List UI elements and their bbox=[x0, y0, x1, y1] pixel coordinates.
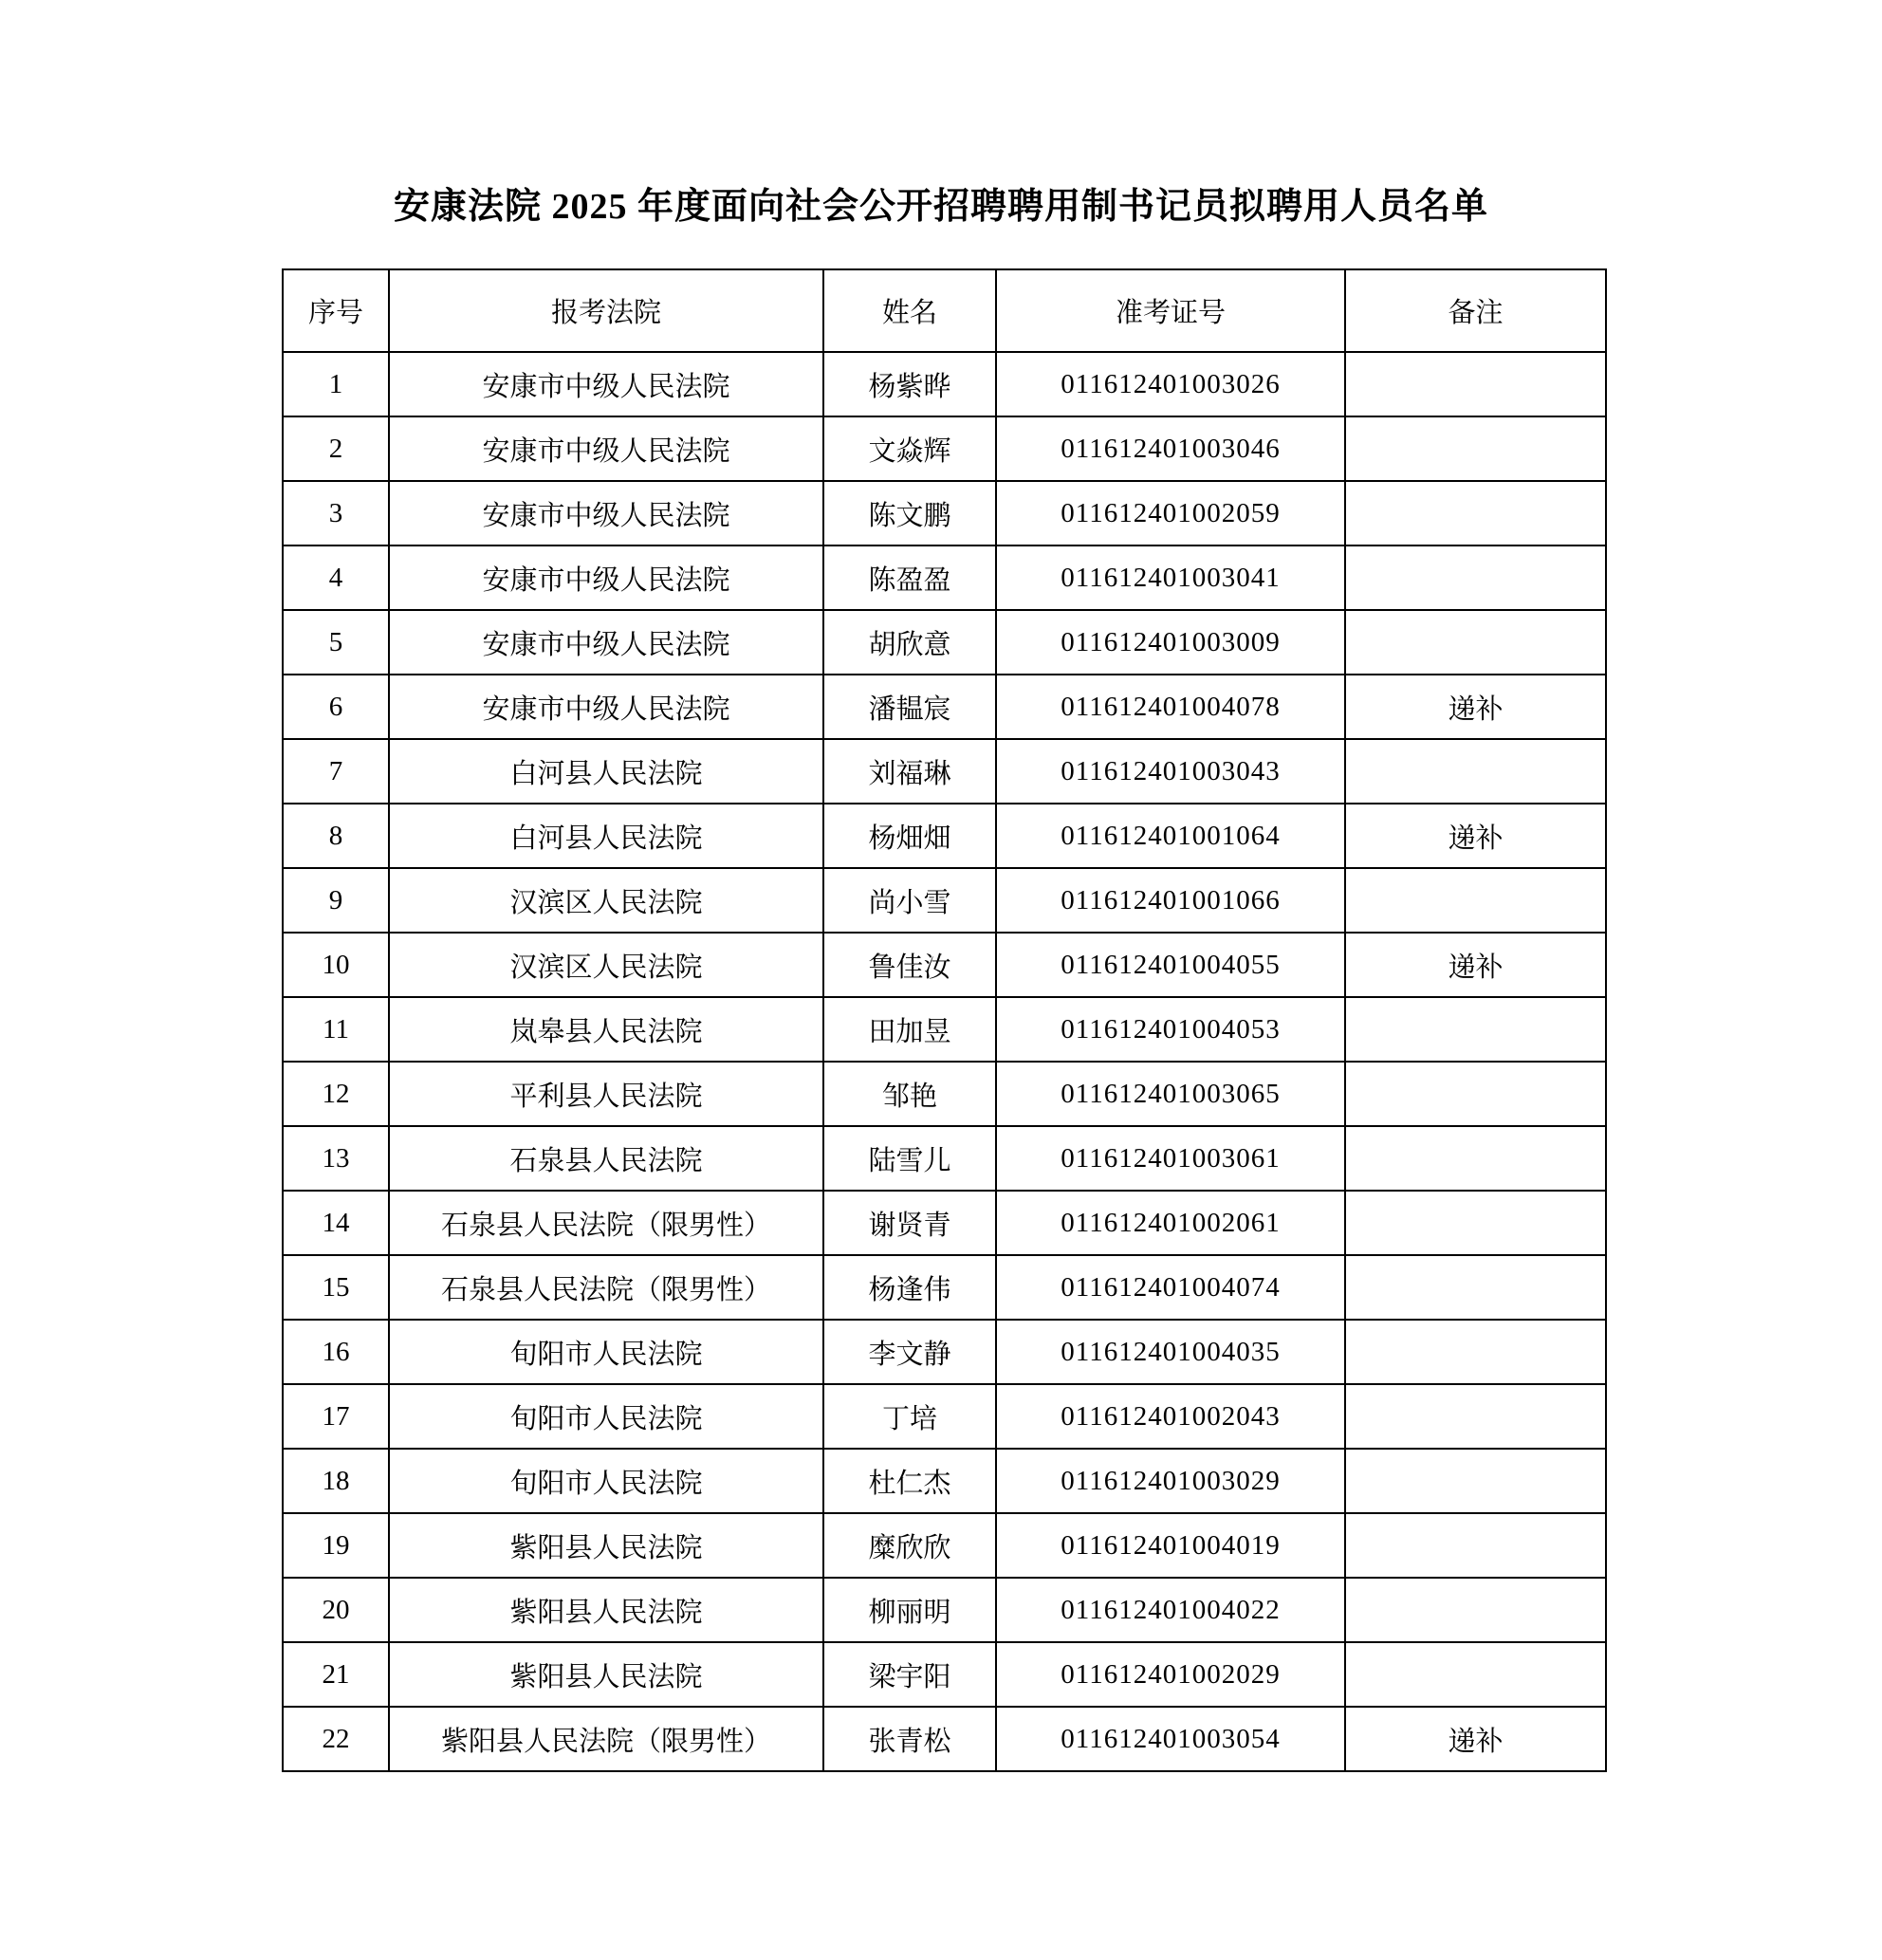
cell-court: 紫阳县人民法院 bbox=[389, 1642, 823, 1707]
cell-seq: 1 bbox=[283, 352, 389, 416]
table-row bbox=[283, 481, 1606, 545]
cell-exam-id: 011612401004022 bbox=[996, 1578, 1345, 1642]
cell-court: 石泉县人民法院（限男性） bbox=[389, 1191, 823, 1255]
cell-seq: 9 bbox=[283, 868, 389, 933]
cell-remark bbox=[1345, 1320, 1606, 1384]
cell-seq: 22 bbox=[283, 1707, 389, 1771]
cell-seq: 17 bbox=[283, 1384, 389, 1449]
cell-remark: 递补 bbox=[1345, 675, 1606, 739]
table-row bbox=[283, 739, 1606, 804]
cell-remark bbox=[1345, 868, 1606, 933]
cell-name: 丁培 bbox=[823, 1384, 996, 1449]
cell-exam-id: 011612401002029 bbox=[996, 1642, 1345, 1707]
cell-name: 陈文鹏 bbox=[823, 481, 996, 545]
cell-remark bbox=[1345, 1126, 1606, 1191]
cell-court: 安康市中级人民法院 bbox=[389, 352, 823, 416]
cell-remark bbox=[1345, 610, 1606, 675]
cell-exam-id: 011612401004055 bbox=[996, 933, 1345, 997]
cell-remark bbox=[1345, 1578, 1606, 1642]
column-header-exam-id: 准考证号 bbox=[996, 269, 1345, 352]
cell-seq: 16 bbox=[283, 1320, 389, 1384]
cell-remark bbox=[1345, 997, 1606, 1062]
cell-exam-id: 011612401003054 bbox=[996, 1707, 1345, 1771]
cell-remark bbox=[1345, 1449, 1606, 1513]
table-row bbox=[283, 1062, 1606, 1126]
column-header-court: 报考法院 bbox=[389, 269, 823, 352]
cell-court: 白河县人民法院 bbox=[389, 739, 823, 804]
cell-remark bbox=[1345, 1384, 1606, 1449]
cell-court: 安康市中级人民法院 bbox=[389, 416, 823, 481]
cell-seq: 11 bbox=[283, 997, 389, 1062]
cell-exam-id: 011612401003026 bbox=[996, 352, 1345, 416]
cell-remark bbox=[1345, 481, 1606, 545]
cell-exam-id: 011612401003043 bbox=[996, 739, 1345, 804]
cell-exam-id: 011612401001064 bbox=[996, 804, 1345, 868]
cell-seq: 18 bbox=[283, 1449, 389, 1513]
table-row bbox=[283, 1642, 1606, 1707]
table-row bbox=[283, 1707, 1606, 1771]
cell-seq: 3 bbox=[283, 481, 389, 545]
cell-exam-id: 011612401003061 bbox=[996, 1126, 1345, 1191]
cell-seq: 5 bbox=[283, 610, 389, 675]
cell-name: 陆雪儿 bbox=[823, 1126, 996, 1191]
cell-remark bbox=[1345, 416, 1606, 481]
cell-remark bbox=[1345, 352, 1606, 416]
cell-court: 紫阳县人民法院 bbox=[389, 1578, 823, 1642]
cell-name: 田加昱 bbox=[823, 997, 996, 1062]
cell-court: 安康市中级人民法院 bbox=[389, 481, 823, 545]
cell-seq: 13 bbox=[283, 1126, 389, 1191]
cell-seq: 6 bbox=[283, 675, 389, 739]
cell-exam-id: 011612401003041 bbox=[996, 545, 1345, 610]
cell-seq: 21 bbox=[283, 1642, 389, 1707]
cell-name: 梁宇阳 bbox=[823, 1642, 996, 1707]
table-row bbox=[283, 1513, 1606, 1578]
table-row bbox=[283, 933, 1606, 997]
cell-remark: 递补 bbox=[1345, 1707, 1606, 1771]
cell-exam-id: 011612401002043 bbox=[996, 1384, 1345, 1449]
cell-seq: 14 bbox=[283, 1191, 389, 1255]
table-row bbox=[283, 1320, 1606, 1384]
cell-remark bbox=[1345, 1513, 1606, 1578]
cell-remark bbox=[1345, 1191, 1606, 1255]
cell-exam-id: 011612401004019 bbox=[996, 1513, 1345, 1578]
cell-remark bbox=[1345, 1255, 1606, 1320]
cell-remark bbox=[1345, 739, 1606, 804]
cell-seq: 19 bbox=[283, 1513, 389, 1578]
column-header-remark: 备注 bbox=[1345, 269, 1606, 352]
table-row bbox=[283, 1191, 1606, 1255]
cell-court: 安康市中级人民法院 bbox=[389, 610, 823, 675]
table-row bbox=[283, 675, 1606, 739]
table-row bbox=[283, 352, 1606, 416]
cell-name: 尚小雪 bbox=[823, 868, 996, 933]
cell-remark bbox=[1345, 545, 1606, 610]
cell-name: 谢贤青 bbox=[823, 1191, 996, 1255]
cell-name: 张青松 bbox=[823, 1707, 996, 1771]
cell-court: 石泉县人民法院 bbox=[389, 1126, 823, 1191]
cell-court: 旬阳市人民法院 bbox=[389, 1449, 823, 1513]
cell-name: 糜欣欣 bbox=[823, 1513, 996, 1578]
cell-seq: 20 bbox=[283, 1578, 389, 1642]
cell-court: 旬阳市人民法院 bbox=[389, 1384, 823, 1449]
cell-court: 安康市中级人民法院 bbox=[389, 675, 823, 739]
cell-exam-id: 011612401004053 bbox=[996, 997, 1345, 1062]
column-header-name: 姓名 bbox=[823, 269, 996, 352]
cell-exam-id: 011612401001066 bbox=[996, 868, 1345, 933]
cell-court: 汉滨区人民法院 bbox=[389, 868, 823, 933]
cell-remark: 递补 bbox=[1345, 804, 1606, 868]
cell-court: 紫阳县人民法院 bbox=[389, 1513, 823, 1578]
cell-name: 潘韫宸 bbox=[823, 675, 996, 739]
table-row bbox=[283, 416, 1606, 481]
cell-court: 旬阳市人民法院 bbox=[389, 1320, 823, 1384]
table-row bbox=[283, 1578, 1606, 1642]
table-row bbox=[283, 804, 1606, 868]
cell-exam-id: 011612401003046 bbox=[996, 416, 1345, 481]
cell-name: 杨紫晔 bbox=[823, 352, 996, 416]
cell-exam-id: 011612401002059 bbox=[996, 481, 1345, 545]
cell-court: 紫阳县人民法院（限男性） bbox=[389, 1707, 823, 1771]
table-row bbox=[283, 1126, 1606, 1191]
cell-seq: 2 bbox=[283, 416, 389, 481]
table-row bbox=[283, 1384, 1606, 1449]
table-row bbox=[283, 610, 1606, 675]
cell-name: 文焱辉 bbox=[823, 416, 996, 481]
cell-name: 鲁佳汝 bbox=[823, 933, 996, 997]
cell-remark bbox=[1345, 1062, 1606, 1126]
cell-seq: 7 bbox=[283, 739, 389, 804]
cell-exam-id: 011612401004035 bbox=[996, 1320, 1345, 1384]
header-row bbox=[283, 269, 1606, 352]
column-header-seq: 序号 bbox=[283, 269, 389, 352]
cell-exam-id: 011612401004078 bbox=[996, 675, 1345, 739]
cell-name: 胡欣意 bbox=[823, 610, 996, 675]
cell-exam-id: 011612401003065 bbox=[996, 1062, 1345, 1126]
document-title: 安康法院 2025 年度面向社会公开招聘聘用制书记员拟聘用人员名单 bbox=[393, 187, 1488, 227]
cell-exam-id: 011612401003029 bbox=[996, 1449, 1345, 1513]
table-row bbox=[283, 545, 1606, 610]
hire-list-table bbox=[282, 268, 1607, 1772]
cell-court: 汉滨区人民法院 bbox=[389, 933, 823, 997]
cell-exam-id: 011612401002061 bbox=[996, 1191, 1345, 1255]
cell-court: 平利县人民法院 bbox=[389, 1062, 823, 1126]
cell-remark bbox=[1345, 1642, 1606, 1707]
table-row bbox=[283, 997, 1606, 1062]
cell-name: 杜仁杰 bbox=[823, 1449, 996, 1513]
cell-seq: 8 bbox=[283, 804, 389, 868]
cell-court: 白河县人民法院 bbox=[389, 804, 823, 868]
table-row bbox=[283, 1255, 1606, 1320]
cell-name: 杨畑畑 bbox=[823, 804, 996, 868]
cell-remark: 递补 bbox=[1345, 933, 1606, 997]
cell-name: 杨逢伟 bbox=[823, 1255, 996, 1320]
cell-name: 李文静 bbox=[823, 1320, 996, 1384]
cell-name: 柳丽明 bbox=[823, 1578, 996, 1642]
cell-seq: 4 bbox=[283, 545, 389, 610]
cell-court: 石泉县人民法院（限男性） bbox=[389, 1255, 823, 1320]
cell-exam-id: 011612401003009 bbox=[996, 610, 1345, 675]
table-row bbox=[283, 868, 1606, 933]
cell-seq: 10 bbox=[283, 933, 389, 997]
cell-name: 邹艳 bbox=[823, 1062, 996, 1126]
table-row bbox=[283, 1449, 1606, 1513]
table-body bbox=[283, 352, 1606, 1771]
cell-seq: 15 bbox=[283, 1255, 389, 1320]
cell-seq: 12 bbox=[283, 1062, 389, 1126]
cell-name: 陈盈盈 bbox=[823, 545, 996, 610]
cell-court: 岚皋县人民法院 bbox=[389, 997, 823, 1062]
cell-exam-id: 011612401004074 bbox=[996, 1255, 1345, 1320]
cell-name: 刘福琳 bbox=[823, 739, 996, 804]
cell-court: 安康市中级人民法院 bbox=[389, 545, 823, 610]
